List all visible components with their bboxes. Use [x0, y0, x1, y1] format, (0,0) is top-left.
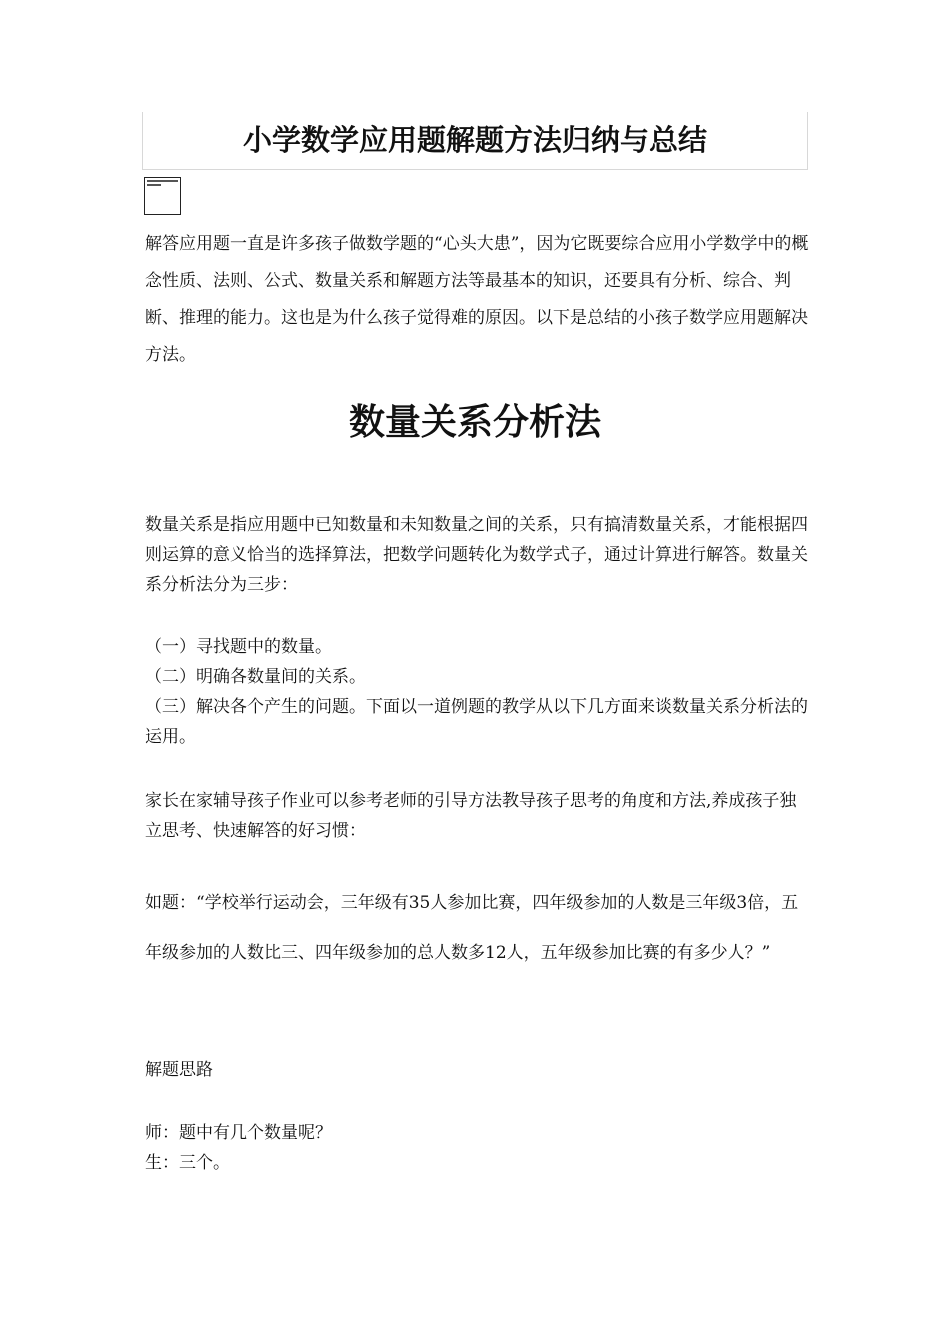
thumbnail-line: [147, 180, 178, 182]
steps-list: [145, 632, 809, 752]
step-item: （二）明确各数量间的关系。: [145, 667, 366, 687]
dialog-line: 生：三个。: [145, 1153, 230, 1173]
dialog-block: [145, 1118, 332, 1178]
step-item: （三）解决各个产生的问题。下面以一道例题的教学从以下几方面来谈数量关系分析法的运用。: [145, 697, 808, 747]
thumbnail-line: [147, 184, 161, 186]
parent-note-paragraph: 家长在家辅导孩子作业可以参考老师的引导方法教导孩子思考的角度和方法,养成孩子独立思考、快速解答的好习惯：: [145, 791, 797, 841]
title-box: [142, 112, 808, 170]
thinking-label: 解题思路: [145, 1060, 213, 1080]
example-problem: 如题：“学校举行运动会，三年级有35人参加比赛，四年级参加的人数是三年级3倍，五年级参加的人数比三、四年级参加的总人数多12人，五年级参加比赛的有多少人？”: [145, 893, 799, 963]
thumbnail-image: [144, 177, 181, 215]
step-item: （一）寻找题中的数量。: [145, 637, 332, 657]
intro-paragraph: 解答应用题一直是许多孩子做数学题的“心头大患”，因为它既要综合应用小学数学中的概念性质、法则、公式、数量关系和解题方法等最基本的知识，还要具有分析、综合、判断、推理的能力。这也是为什么孩子觉得难的原因。以下是总结的小孩子数学应用题解决方法。: [145, 234, 809, 365]
section-intro-paragraph: 数量关系是指应用题中已知数量和未知数量之间的关系，只有搞清数量关系，才能根据四则运算的意义恰当的选择算法，把数学问题转化为数学式子，通过计算进行解答。数量关系分析法分为三步：: [145, 515, 808, 595]
section-title: 数量关系分析法: [348, 402, 601, 443]
dialog-line: 师：题中有几个数量呢？: [145, 1123, 332, 1143]
document-title: 小学数学应用题解题方法归纳与总结: [242, 123, 707, 157]
